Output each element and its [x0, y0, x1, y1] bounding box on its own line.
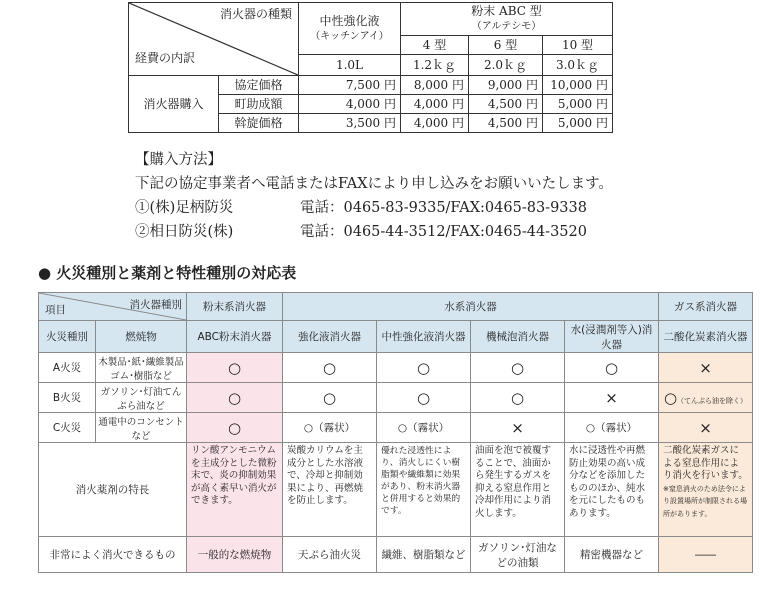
material: ガソリン･灯油てんぷら油など: [96, 383, 187, 413]
powder-title: 粉末 ABC 型: [471, 4, 542, 18]
price-cell: 10,000 円: [543, 76, 613, 95]
size-weight: 2.0ｋｇ: [469, 55, 543, 76]
mark-cell: ×: [659, 353, 753, 383]
gas-feature: 二酸化炭素ガスによる窒息作用により消火を行います。: [663, 445, 748, 481]
section-title: ● 火災種別と薬剤と特性種別の対応表: [38, 264, 297, 282]
table-row: [39, 413, 753, 443]
price-cell: 7,500 円: [299, 76, 401, 95]
best-cell: 一般的な燃焼物: [187, 537, 283, 573]
best-cell: 精密機器など: [565, 537, 659, 573]
price-cell: 3,500 円: [299, 114, 401, 133]
size-weight: 1.2ｋｇ: [401, 55, 469, 76]
table-row: [39, 383, 753, 413]
size-weight: 3.0ｋｇ: [543, 55, 613, 76]
mark-cell: ○: [283, 353, 377, 383]
price-cell: 4,000 円: [401, 114, 469, 133]
mark-symbol: ○: [663, 388, 678, 407]
fire-type: C火災: [39, 413, 96, 443]
purchase-label: 消火器購入: [129, 76, 219, 133]
price-cell: 4,000 円: [299, 95, 401, 114]
column-header: 水(浸潤剤等入)消火器: [565, 321, 659, 353]
feature-cell: リン酸アンモニウムを主成分とした微粉末で、炎の抑制効果が高く素早い消火ができます。: [187, 443, 283, 537]
mark-cell: ○（霧状）: [377, 413, 471, 443]
features-row: [39, 443, 753, 537]
powder-sub: （アルテシモ）: [471, 21, 542, 32]
vendor-row: [135, 196, 613, 220]
price-cell: 8,000 円: [401, 76, 469, 95]
mark-cell: ○: [283, 383, 377, 413]
price-cell: 5,000 円: [543, 95, 613, 114]
fire-type: B火災: [39, 383, 96, 413]
vendor-name: ①(株)足柄防災: [135, 200, 234, 216]
table-row: [39, 353, 753, 383]
price-cell: 4,500 円: [469, 114, 543, 133]
cost-table-corner: [129, 3, 299, 76]
row-label: 町助成額: [219, 95, 299, 114]
best-cell: ――: [659, 537, 753, 573]
vendor-name: ②相日防災(株): [135, 224, 234, 240]
column-header: ABC粉末消火器: [187, 321, 283, 353]
material: 通電中のコンセントなど: [96, 413, 187, 443]
powder-header: [401, 3, 613, 36]
gas-group-header: ガス系消火器: [659, 293, 753, 321]
mark-cell: ○: [187, 353, 283, 383]
best-label: 非常によく消火できるもの: [39, 537, 187, 573]
item-label: 項目: [45, 304, 66, 316]
neutral-sub: （キッチンアイ）: [310, 30, 389, 42]
mark-cell: ○: [565, 353, 659, 383]
features-label: 消火薬剤の特長: [39, 443, 187, 537]
vendor-phone: 電話：0465-44-3512/FAX:0465-44-3520: [300, 224, 587, 240]
mark-cell: ×: [659, 413, 753, 443]
material: 木製品･紙･繊維製品ゴム･樹脂など: [96, 353, 187, 383]
fire-type-table: [38, 292, 753, 573]
mark-cell: ×: [471, 413, 565, 443]
mark-cell: ×: [565, 383, 659, 413]
neutral-header: [299, 3, 401, 55]
type-label: 消火器の種類: [219, 7, 292, 21]
mark-cell: ○: [377, 353, 471, 383]
mark-cell: ○: [471, 383, 565, 413]
column-header: 二酸化炭素消火器: [659, 321, 753, 353]
mark-cell: ○: [187, 383, 283, 413]
best-cell: ガソリン･灯油などの油類: [471, 537, 565, 573]
price-cell: 5,000 円: [543, 114, 613, 133]
size-model: 6 型: [469, 36, 543, 55]
mark-cell: [659, 383, 753, 413]
cost-table: [128, 2, 613, 133]
feature-cell: [659, 443, 753, 537]
mark-cell: ○: [471, 353, 565, 383]
neutral-title: 中性強化液: [319, 13, 380, 28]
price-cell: 9,000 円: [469, 76, 543, 95]
mark-cell: ○: [187, 413, 283, 443]
row-label: 斡旋価格: [219, 114, 299, 133]
price-cell: 4,500 円: [469, 95, 543, 114]
powder-group-header: 粉末系消火器: [187, 293, 283, 321]
best-cell: 天ぷら油火災: [283, 537, 377, 573]
fire-type: A火災: [39, 353, 96, 383]
best-row: [39, 537, 753, 573]
gas-note: （てんぷら油を除く）: [677, 396, 748, 405]
combustible-header: 燃焼物: [96, 321, 187, 353]
purchase-method: [135, 148, 613, 244]
vendor-row: [135, 220, 613, 244]
feature-cell: 水に浸透性や再燃防止効果の高い成分などを添加したもののほか、純水を元にしたものもあります。: [565, 443, 659, 537]
column-header: 機械泡消火器: [471, 321, 565, 353]
price-cell: 4,000 円: [401, 95, 469, 114]
column-header: 強化液消火器: [283, 321, 377, 353]
purchase-body: 下記の協定事業者へ電話またはFAXにより申し込みをお願いいたします。: [135, 176, 613, 192]
fire-type-header: 火災種別: [39, 321, 96, 353]
column-header: 中性強化液消火器: [377, 321, 471, 353]
neutral-volume: 1.0L: [299, 55, 401, 76]
feature-cell: 油面を泡で被覆することで、油面から発生するガスを抑える窒息作用と冷却作用により消火します。: [471, 443, 565, 537]
size-model: 4 型: [401, 36, 469, 55]
best-cell: 繊維、樹脂類など: [377, 537, 471, 573]
mark-cell: ○（霧状）: [565, 413, 659, 443]
expense-label: 経費の内訳: [135, 51, 196, 65]
size-model: 10 型: [543, 36, 613, 55]
vendor-phone: 電話：0465-83-9335/FAX:0465-83-9338: [300, 200, 587, 216]
purchase-title: 【購入方法】: [135, 152, 222, 168]
feature-cell: 炭酸カリウムを主成分とした水溶液で、冷却と抑制効果により、再燃焼を防止します。: [283, 443, 377, 537]
mark-cell: ○: [377, 383, 471, 413]
mark-cell: ○（霧状）: [283, 413, 377, 443]
row-label: 協定価格: [219, 76, 299, 95]
feature-cell: 優れた浸透性により、消火しにくい樹脂類や繊維類に効果があり、粉末消火器と併用すると効果的です。: [377, 443, 471, 537]
gas-feature-note: ※窒息消火のため法令により設置場所が制限される場所があります。: [663, 484, 747, 518]
table-corner: [39, 293, 187, 321]
water-group-header: 水系消火器: [283, 293, 659, 321]
extinguisher-type-label: 消火器種別: [129, 299, 182, 311]
